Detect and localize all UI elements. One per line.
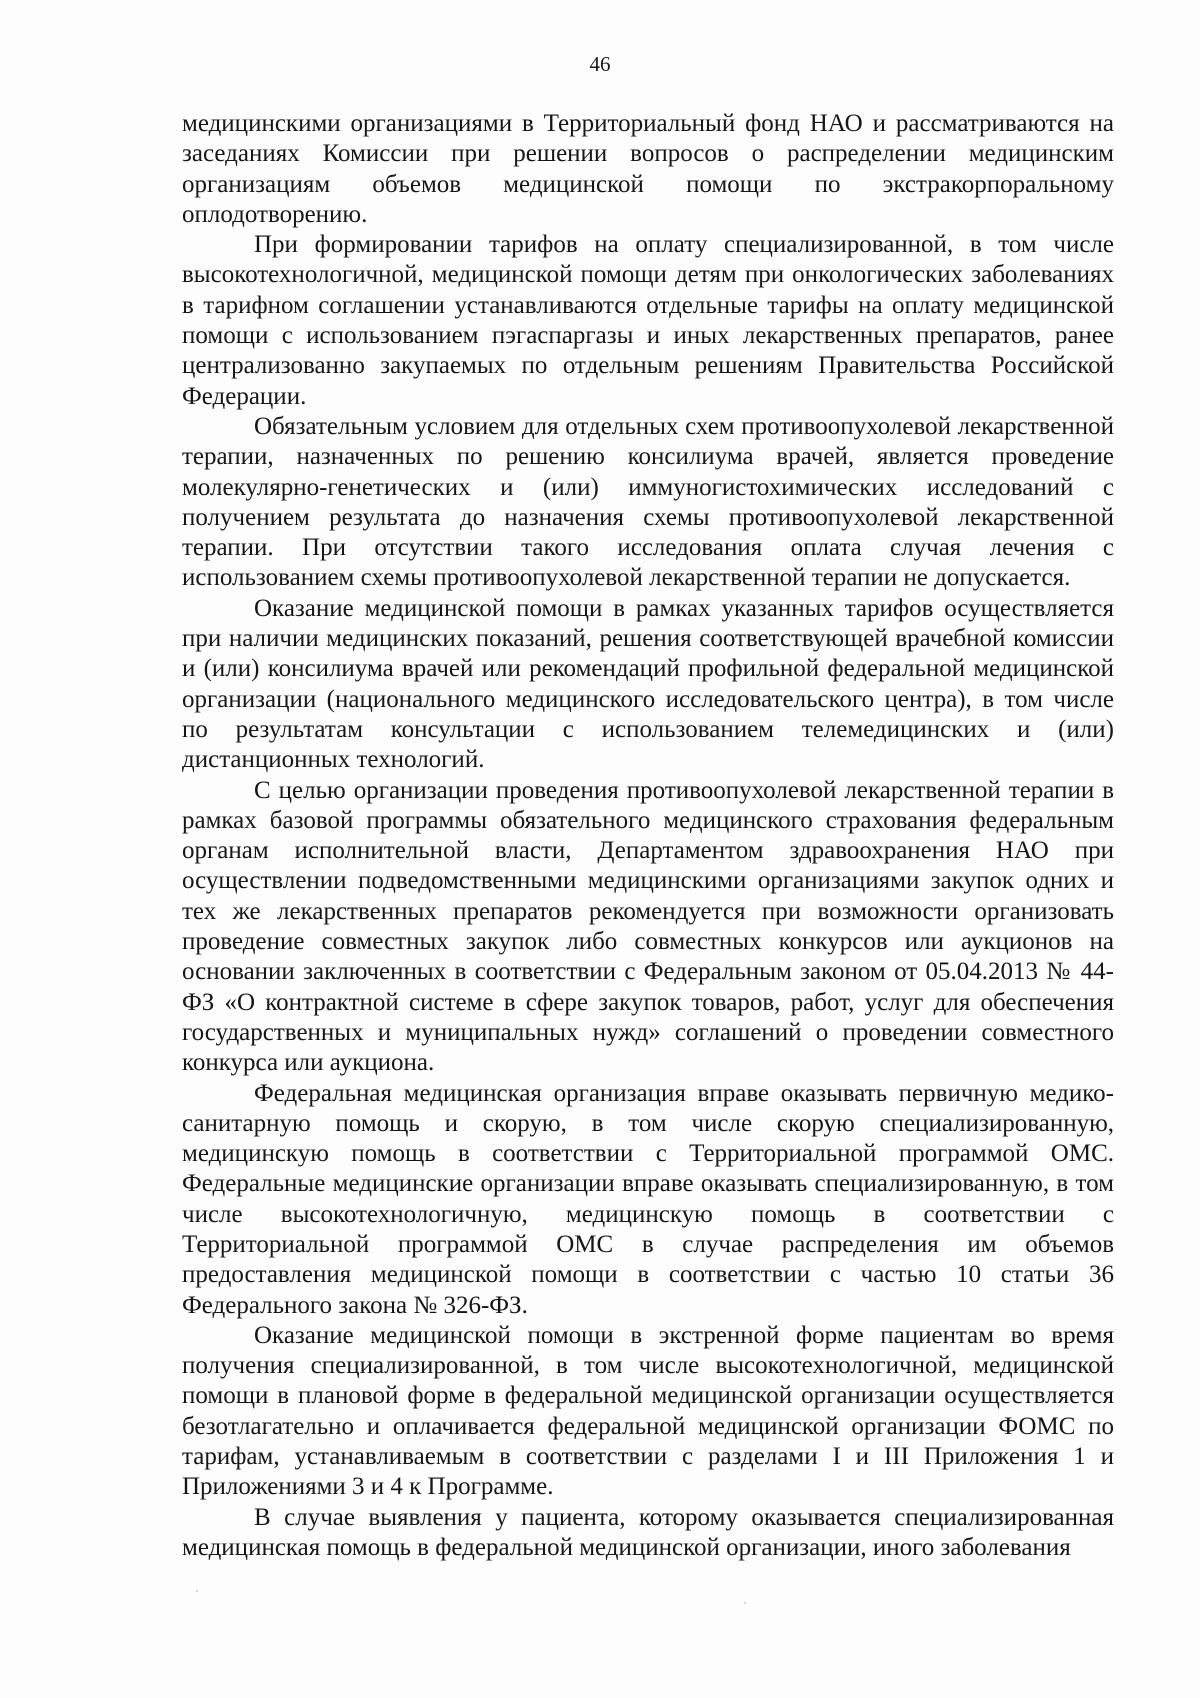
page-number: 46 — [589, 52, 611, 76]
paragraph-other-disease: В случае выявления у пациента, которому оказывается специализированная медицинская помощь в федеральной медицинской организации, иного заболевания — [182, 1503, 1114, 1561]
scan-speck — [744, 1602, 746, 1604]
scan-speck — [196, 1590, 198, 1592]
paragraph-continuation: медицинскими организациями в Территориальный фонд НАО и рассматриваются на заседаниях Комиссии при решении вопросов о распределении медицинским организациям объемов медицинской помощи по экстракорпоральному оплодотворению. — [182, 110, 1114, 228]
paragraph-tariffs-children-oncology: При формировании тарифов на оплату специализированной, в том числе высокотехнологичной, медицинской помощи детям при онкологических заболеваниях в тарифном соглашении устанавливаются отдельные тарифы на оплату медицинской помощи с использованием пэгаспаргазы и иных лекарственных препаратов, ранее централизованно закупаемых по отдельным решениям Правительства Российской Федерации. — [182, 231, 1114, 410]
paragraph-emergency-care: Оказание медицинской помощи в экстренной форме пациентам во время получения специализированной, в том числе высокотехнологичной, медицинской помощи в плановой форме в федеральной медицинской организации осуществляется безотлагательно и оплачивается федеральной медицинской организации ФОМС по тарифам, устанавливаемым в соответствии с разделами I и III Приложения 1 и Приложениями 3 и 4 к Программе. — [182, 1321, 1114, 1501]
paragraph-medical-care-provision: Оказание медицинской помощи в рамках указанных тарифов осуществляется при наличии медицинских показаний, решения соответствующей врачебной комиссии и (или) консилиума врачей или рекомендаций профильной федеральной медицинской организации (национального медицинского исследовательского центра), в том числе по результатам консультации с использованием телемедицинских и (или) дистанционных технологий. — [182, 594, 1114, 774]
paragraph-federal-organization: Федеральная медицинская организация вправе оказывать первичную медико-санитарную помощь и скорую, в том числе скорую специализированную, медицинскую помощь в соответствии с Территориальной программой ОМС. Федеральные медицинские организации вправе оказывать специализированную, в том числе высокотехнологичную, медицинскую помощь в соответствии с Территориальной программой ОМС в случае распределения им объемов предоставления медицинской помощи в соответствии с частью 10 статьи 36 Федерального закона № 326-ФЗ. — [182, 1079, 1114, 1319]
document-body — [182, 109, 1114, 1563]
paragraph-mandatory-condition: Обязательным условием для отдельных схем противоопухолевой лекарственной терапии, назначенных по решению консилиума врачей, является проведение молекулярно-генетических и (или) иммуногистохимических исследований с получением результата до назначения схемы противоопухолевой лекарственной терапии. При отсутствии такого исследования оплата случая лечения с использованием схемы противоопухолевой лекарственной терапии не допускается. — [182, 412, 1114, 592]
paragraph-joint-procurement: С целью организации проведения противоопухолевой лекарственной терапии в рамках базовой программы обязательного медицинского страхования федеральным органам исполнительной власти, Департаментом здравоохранения НАО при осуществлении подведомственными медицинскими организациями закупок одних и тех же лекарственных препаратов рекомендуется при возможности организовать проведение совместных закупок либо совместных конкурсов или аукционов на основании заключенных в соответствии с Федеральным законом от 05.04.2013 № 44-ФЗ «О контрактной системе в сфере закупок товаров, работ, услуг для обеспечения государственных и муниципальных нужд» соглашений о проведении совместного конкурса или аукциона. — [182, 776, 1114, 1077]
